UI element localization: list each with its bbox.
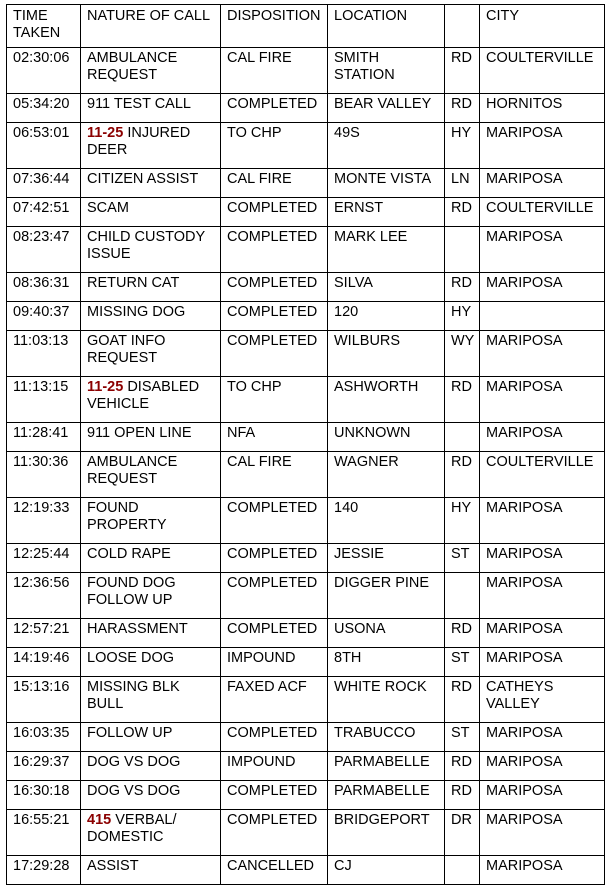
header-nature-of-call: NATURE OF CALL <box>81 5 221 48</box>
disposition-cell: CAL FIRE <box>221 169 328 198</box>
location-cell: DIGGER PINE <box>328 573 445 619</box>
call-code: 11-25 <box>87 379 124 395</box>
location-cell: BEAR VALLEY <box>328 94 445 123</box>
nature-cell <box>81 752 221 781</box>
street-type-cell: HY <box>445 302 480 331</box>
street-type-cell: LN <box>445 169 480 198</box>
location-cell: PARMABELLE <box>328 752 445 781</box>
city-cell: MARIPOSA <box>480 544 605 573</box>
nature-text: ASSIST <box>87 858 139 874</box>
table-row <box>7 227 605 273</box>
time-cell: 08:23:47 <box>7 227 81 273</box>
nature-cell <box>81 781 221 810</box>
city-cell: MARIPOSA <box>480 781 605 810</box>
disposition-cell: COMPLETED <box>221 198 328 227</box>
table-row <box>7 273 605 302</box>
city-cell <box>480 302 605 331</box>
nature-cell <box>81 123 221 169</box>
time-cell: 11:30:36 <box>7 452 81 498</box>
location-cell: 49S <box>328 123 445 169</box>
nature-text: MISSING BLK BULL <box>87 679 180 712</box>
nature-cell <box>81 94 221 123</box>
time-cell: 05:34:20 <box>7 94 81 123</box>
location-cell: ASHWORTH <box>328 377 445 423</box>
time-cell: 02:30:06 <box>7 48 81 94</box>
table-row <box>7 781 605 810</box>
nature-cell <box>81 677 221 723</box>
location-cell: 140 <box>328 498 445 544</box>
call-log-table <box>6 4 605 885</box>
street-type-cell <box>445 856 480 885</box>
nature-text: FOUND DOG FOLLOW UP <box>87 575 176 608</box>
city-cell: COULTERVILLE <box>480 198 605 227</box>
location-cell: UNKNOWN <box>328 423 445 452</box>
header-disposition: DISPOSITION <box>221 5 328 48</box>
header-city: CITY <box>480 5 605 48</box>
nature-text: AMBULANCE REQUEST <box>87 454 178 487</box>
disposition-cell: COMPLETED <box>221 331 328 377</box>
city-cell: COULTERVILLE <box>480 452 605 498</box>
disposition-cell: COMPLETED <box>221 723 328 752</box>
time-cell: 11:03:13 <box>7 331 81 377</box>
nature-text: CITIZEN ASSIST <box>87 171 199 187</box>
disposition-cell: NFA <box>221 423 328 452</box>
city-cell: MARIPOSA <box>480 169 605 198</box>
table-row <box>7 123 605 169</box>
nature-cell <box>81 452 221 498</box>
table-row <box>7 573 605 619</box>
nature-text: DISABLED VEHICLE <box>87 379 200 412</box>
table-row <box>7 544 605 573</box>
disposition-cell: COMPLETED <box>221 498 328 544</box>
nature-cell <box>81 573 221 619</box>
location-cell: SILVA <box>328 273 445 302</box>
street-type-cell: RD <box>445 377 480 423</box>
nature-text: HARASSMENT <box>87 621 188 637</box>
time-cell: 11:13:15 <box>7 377 81 423</box>
street-type-cell: ST <box>445 544 480 573</box>
time-cell: 16:29:37 <box>7 752 81 781</box>
table-row <box>7 619 605 648</box>
call-log-body <box>7 5 605 885</box>
city-cell: MARIPOSA <box>480 423 605 452</box>
header-time-taken: TIME TAKEN <box>7 5 81 48</box>
disposition-cell: COMPLETED <box>221 302 328 331</box>
nature-text: FOLLOW UP <box>87 725 173 741</box>
disposition-cell: TO CHP <box>221 377 328 423</box>
header-location: LOCATION <box>328 5 445 48</box>
time-cell: 14:19:46 <box>7 648 81 677</box>
location-cell: WAGNER <box>328 452 445 498</box>
city-cell: CATHEYS VALLEY <box>480 677 605 723</box>
nature-text: FOUND PROPERTY <box>87 500 167 533</box>
nature-text: DOG VS DOG <box>87 783 181 799</box>
nature-cell <box>81 423 221 452</box>
street-type-cell <box>445 423 480 452</box>
nature-cell <box>81 273 221 302</box>
city-cell: MARIPOSA <box>480 648 605 677</box>
location-cell: WILBURS <box>328 331 445 377</box>
table-row <box>7 648 605 677</box>
city-cell: MARIPOSA <box>480 752 605 781</box>
street-type-cell: ST <box>445 723 480 752</box>
location-cell: 120 <box>328 302 445 331</box>
location-cell: BRIDGEPORT <box>328 810 445 856</box>
city-cell: COULTERVILLE <box>480 48 605 94</box>
nature-text: GOAT INFO REQUEST <box>87 333 166 366</box>
time-cell: 17:29:28 <box>7 856 81 885</box>
nature-text: MISSING DOG <box>87 304 186 320</box>
time-cell: 11:28:41 <box>7 423 81 452</box>
nature-text: CHILD CUSTODY ISSUE <box>87 229 206 262</box>
time-cell: 12:36:56 <box>7 573 81 619</box>
disposition-cell: COMPLETED <box>221 544 328 573</box>
city-cell: MARIPOSA <box>480 331 605 377</box>
table-row <box>7 48 605 94</box>
nature-text: INJURED DEER <box>87 125 191 158</box>
disposition-cell: COMPLETED <box>221 273 328 302</box>
city-cell: MARIPOSA <box>480 856 605 885</box>
table-row <box>7 169 605 198</box>
disposition-cell: CANCELLED <box>221 856 328 885</box>
street-type-cell: HY <box>445 498 480 544</box>
location-cell: USONA <box>328 619 445 648</box>
nature-cell <box>81 544 221 573</box>
street-type-cell: RD <box>445 94 480 123</box>
nature-cell <box>81 723 221 752</box>
nature-text: SCAM <box>87 200 129 216</box>
time-cell: 12:25:44 <box>7 544 81 573</box>
street-type-cell: RD <box>445 198 480 227</box>
disposition-cell: IMPOUND <box>221 752 328 781</box>
table-row <box>7 198 605 227</box>
time-cell: 09:40:37 <box>7 302 81 331</box>
street-type-cell <box>445 227 480 273</box>
call-code: 415 <box>87 812 112 828</box>
table-row <box>7 498 605 544</box>
street-type-cell <box>445 573 480 619</box>
time-cell: 16:03:35 <box>7 723 81 752</box>
street-type-cell: WY <box>445 331 480 377</box>
location-cell: TRABUCCO <box>328 723 445 752</box>
street-type-cell: RD <box>445 677 480 723</box>
nature-cell <box>81 227 221 273</box>
nature-text: COLD RAPE <box>87 546 171 562</box>
location-cell: MONTE VISTA <box>328 169 445 198</box>
location-cell: WHITE ROCK <box>328 677 445 723</box>
disposition-cell: TO CHP <box>221 123 328 169</box>
street-type-cell: RD <box>445 48 480 94</box>
header-row <box>7 5 605 48</box>
nature-text: LOOSE DOG <box>87 650 175 666</box>
city-cell: MARIPOSA <box>480 123 605 169</box>
disposition-cell: CAL FIRE <box>221 452 328 498</box>
time-cell: 08:36:31 <box>7 273 81 302</box>
disposition-cell: COMPLETED <box>221 619 328 648</box>
time-cell: 16:55:21 <box>7 810 81 856</box>
table-row <box>7 331 605 377</box>
time-cell: 16:30:18 <box>7 781 81 810</box>
table-row <box>7 856 605 885</box>
nature-cell <box>81 648 221 677</box>
city-cell: MARIPOSA <box>480 498 605 544</box>
street-type-cell: RD <box>445 273 480 302</box>
time-cell: 12:19:33 <box>7 498 81 544</box>
header-street-type <box>445 5 480 48</box>
nature-cell <box>81 810 221 856</box>
disposition-cell: COMPLETED <box>221 810 328 856</box>
table-row <box>7 677 605 723</box>
table-row <box>7 302 605 331</box>
location-cell: 8TH <box>328 648 445 677</box>
location-cell: JESSIE <box>328 544 445 573</box>
disposition-cell: FAXED ACF <box>221 677 328 723</box>
street-type-cell: RD <box>445 752 480 781</box>
disposition-cell: COMPLETED <box>221 573 328 619</box>
nature-cell <box>81 302 221 331</box>
table-row <box>7 810 605 856</box>
city-cell: MARIPOSA <box>480 227 605 273</box>
city-cell: MARIPOSA <box>480 619 605 648</box>
nature-cell <box>81 198 221 227</box>
disposition-cell: COMPLETED <box>221 94 328 123</box>
time-cell: 15:13:16 <box>7 677 81 723</box>
location-cell: SMITH STATION <box>328 48 445 94</box>
table-row <box>7 423 605 452</box>
disposition-cell: COMPLETED <box>221 781 328 810</box>
nature-cell <box>81 498 221 544</box>
street-type-cell: DR <box>445 810 480 856</box>
disposition-cell: IMPOUND <box>221 648 328 677</box>
nature-cell <box>81 619 221 648</box>
table-row <box>7 94 605 123</box>
street-type-cell: RD <box>445 452 480 498</box>
nature-cell <box>81 331 221 377</box>
nature-text: RETURN CAT <box>87 275 180 291</box>
table-row <box>7 723 605 752</box>
table-row <box>7 377 605 423</box>
city-cell: MARIPOSA <box>480 377 605 423</box>
location-cell: CJ <box>328 856 445 885</box>
nature-cell <box>81 48 221 94</box>
time-cell: 12:57:21 <box>7 619 81 648</box>
time-cell: 07:42:51 <box>7 198 81 227</box>
nature-cell <box>81 377 221 423</box>
city-cell: MARIPOSA <box>480 723 605 752</box>
time-cell: 07:36:44 <box>7 169 81 198</box>
time-cell: 06:53:01 <box>7 123 81 169</box>
table-row <box>7 452 605 498</box>
street-type-cell: RD <box>445 781 480 810</box>
city-cell: MARIPOSA <box>480 273 605 302</box>
nature-text: 911 TEST CALL <box>87 96 191 112</box>
city-cell: HORNITOS <box>480 94 605 123</box>
disposition-cell: COMPLETED <box>221 227 328 273</box>
nature-cell <box>81 169 221 198</box>
city-cell: MARIPOSA <box>480 573 605 619</box>
table-row <box>7 752 605 781</box>
location-cell: ERNST <box>328 198 445 227</box>
street-type-cell: RD <box>445 619 480 648</box>
nature-text: AMBULANCE REQUEST <box>87 50 178 83</box>
call-code: 11-25 <box>87 125 124 141</box>
nature-cell <box>81 856 221 885</box>
nature-text: 911 OPEN LINE <box>87 425 192 441</box>
street-type-cell: HY <box>445 123 480 169</box>
disposition-cell: CAL FIRE <box>221 48 328 94</box>
location-cell: MARK LEE <box>328 227 445 273</box>
location-cell: PARMABELLE <box>328 781 445 810</box>
city-cell: MARIPOSA <box>480 810 605 856</box>
street-type-cell: ST <box>445 648 480 677</box>
nature-text: DOG VS DOG <box>87 754 181 770</box>
nature-text: VERBAL/ DOMESTIC <box>87 812 177 845</box>
